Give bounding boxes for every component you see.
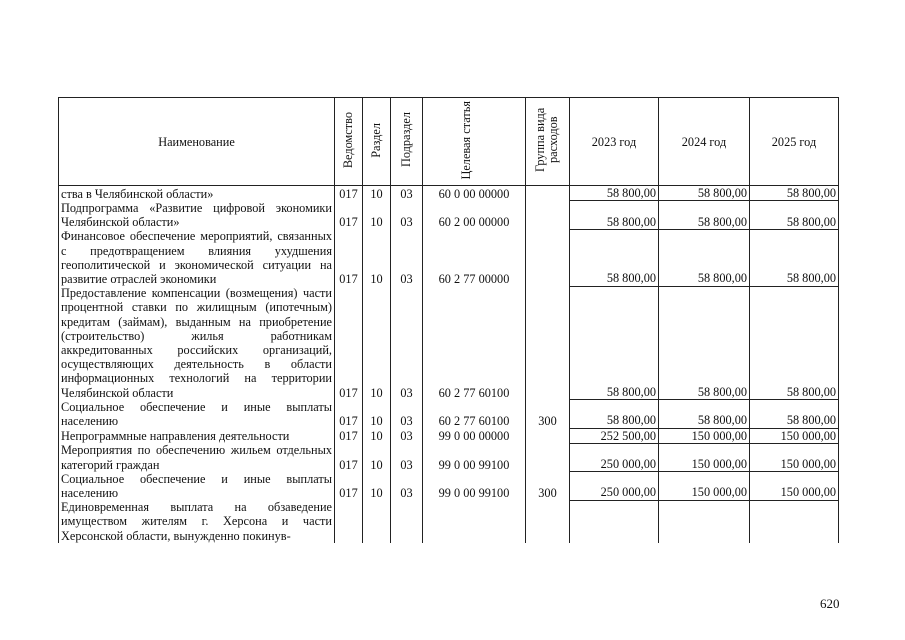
row-name: ства в Челябинской области» bbox=[59, 186, 335, 201]
row-podrazdel: 03 bbox=[391, 229, 423, 286]
row-expense-group: 300 bbox=[526, 472, 570, 500]
row-target-article: 99 0 00 99100 bbox=[423, 443, 526, 471]
row-razdel: 10 bbox=[363, 472, 391, 500]
row-ved: 017 bbox=[335, 286, 363, 400]
row-razdel: 10 bbox=[363, 286, 391, 400]
row-target-article: 99 0 00 00000 bbox=[423, 428, 526, 443]
header-gruppa: Группа вида расходов bbox=[526, 98, 570, 186]
row-2023: 58 800,00 bbox=[570, 186, 659, 201]
row-expense-group bbox=[526, 443, 570, 471]
row-name: Подпрограмма «Развитие цифровой экономики Челябинской области» bbox=[59, 201, 335, 229]
header-celevaya: Целевая статья bbox=[423, 98, 526, 186]
row-podrazdel: 03 bbox=[391, 443, 423, 471]
row-expense-group bbox=[526, 201, 570, 229]
row-2023 bbox=[570, 500, 659, 543]
table-row bbox=[59, 400, 839, 428]
row-2023: 250 000,00 bbox=[570, 443, 659, 471]
table-row bbox=[59, 229, 839, 286]
row-expense-group: 300 bbox=[526, 400, 570, 428]
row-ved: 017 bbox=[335, 443, 363, 471]
header-razdel: Раздел bbox=[363, 98, 391, 186]
header-2023: 2023 год bbox=[570, 98, 659, 186]
row-razdel: 10 bbox=[363, 428, 391, 443]
table-row bbox=[59, 472, 839, 500]
row-2023: 250 000,00 bbox=[570, 472, 659, 500]
row-2024: 150 000,00 bbox=[659, 428, 750, 443]
row-expense-group bbox=[526, 500, 570, 543]
row-2025 bbox=[750, 500, 839, 543]
row-name: Финансовое обеспечение мероприятий, связанных с предотвращением влияния ухудшения геополитической и экономической ситуации на развитие отраслей экономики bbox=[59, 229, 335, 286]
row-ved: 017 bbox=[335, 229, 363, 286]
row-name: Единовременная выплата на обзаведение имуществом жителям г. Херсона и части Херсонской области, вынужденно покинув- bbox=[59, 500, 335, 543]
row-2023: 58 800,00 bbox=[570, 286, 659, 400]
row-podrazdel bbox=[391, 500, 423, 543]
row-name: Социальное обеспечение и иные выплаты населению bbox=[59, 472, 335, 500]
row-2023: 58 800,00 bbox=[570, 400, 659, 428]
table-row bbox=[59, 286, 839, 400]
row-2023: 58 800,00 bbox=[570, 201, 659, 229]
table-row bbox=[59, 443, 839, 471]
row-podrazdel: 03 bbox=[391, 286, 423, 400]
row-2023: 58 800,00 bbox=[570, 229, 659, 286]
row-2025: 150 000,00 bbox=[750, 443, 839, 471]
row-target-article: 99 0 00 99100 bbox=[423, 472, 526, 500]
row-target-article bbox=[423, 500, 526, 543]
row-2024: 58 800,00 bbox=[659, 186, 750, 201]
row-2025: 58 800,00 bbox=[750, 400, 839, 428]
row-ved: 017 bbox=[335, 201, 363, 229]
row-expense-group bbox=[526, 286, 570, 400]
row-ved: 017 bbox=[335, 186, 363, 201]
row-name: Непрограммные направления деятельности bbox=[59, 428, 335, 443]
row-2023: 252 500,00 bbox=[570, 428, 659, 443]
row-ved: 017 bbox=[335, 428, 363, 443]
row-2024: 58 800,00 bbox=[659, 229, 750, 286]
row-target-article: 60 2 77 00000 bbox=[423, 229, 526, 286]
row-expense-group bbox=[526, 229, 570, 286]
header-2024: 2024 год bbox=[659, 98, 750, 186]
table-row bbox=[59, 201, 839, 229]
row-2024: 150 000,00 bbox=[659, 472, 750, 500]
row-razdel: 10 bbox=[363, 443, 391, 471]
budget-table bbox=[58, 97, 839, 543]
header-podrazdel: Подраздел bbox=[391, 98, 423, 186]
row-podrazdel: 03 bbox=[391, 201, 423, 229]
row-2025: 58 800,00 bbox=[750, 229, 839, 286]
row-target-article: 60 2 77 60100 bbox=[423, 286, 526, 400]
row-2025: 150 000,00 bbox=[750, 472, 839, 500]
row-razdel: 10 bbox=[363, 186, 391, 201]
page-number: 620 bbox=[820, 596, 840, 611]
header-row bbox=[59, 98, 839, 186]
row-podrazdel: 03 bbox=[391, 472, 423, 500]
row-name: Мероприятия по обеспечению жильем отдельных категорий граждан bbox=[59, 443, 335, 471]
row-2025: 58 800,00 bbox=[750, 201, 839, 229]
row-razdel bbox=[363, 500, 391, 543]
row-name: Предоставление компенсации (возмещения) части процентной ставки по жилищным (ипотечным) кредитам (займам), выданным на приобретение (строительство) жилья работникам аккредитованных российских организаций, осуществляющих деятельность в области информационных технологий на территории Челябинской области bbox=[59, 286, 335, 400]
row-razdel: 10 bbox=[363, 229, 391, 286]
row-razdel: 10 bbox=[363, 400, 391, 428]
row-2024 bbox=[659, 500, 750, 543]
table-row bbox=[59, 186, 839, 201]
row-expense-group bbox=[526, 428, 570, 443]
row-2025: 150 000,00 bbox=[750, 428, 839, 443]
row-2024: 150 000,00 bbox=[659, 443, 750, 471]
row-2024: 58 800,00 bbox=[659, 201, 750, 229]
row-2025: 58 800,00 bbox=[750, 186, 839, 201]
row-2024: 58 800,00 bbox=[659, 286, 750, 400]
header-name: Наименование bbox=[59, 98, 335, 186]
table-row bbox=[59, 428, 839, 443]
row-target-article: 60 0 00 00000 bbox=[423, 186, 526, 201]
row-razdel: 10 bbox=[363, 201, 391, 229]
row-podrazdel: 03 bbox=[391, 400, 423, 428]
row-podrazdel: 03 bbox=[391, 428, 423, 443]
row-2025: 58 800,00 bbox=[750, 286, 839, 400]
row-target-article: 60 2 77 60100 bbox=[423, 400, 526, 428]
row-target-article: 60 2 00 00000 bbox=[423, 201, 526, 229]
row-ved: 017 bbox=[335, 400, 363, 428]
row-expense-group bbox=[526, 186, 570, 201]
row-ved bbox=[335, 500, 363, 543]
row-name: Социальное обеспечение и иные выплаты населению bbox=[59, 400, 335, 428]
header-ved: Ведомство bbox=[335, 98, 363, 186]
row-ved: 017 bbox=[335, 472, 363, 500]
row-2024: 58 800,00 bbox=[659, 400, 750, 428]
row-podrazdel: 03 bbox=[391, 186, 423, 201]
header-2025: 2025 год bbox=[750, 98, 839, 186]
table-row bbox=[59, 500, 839, 543]
